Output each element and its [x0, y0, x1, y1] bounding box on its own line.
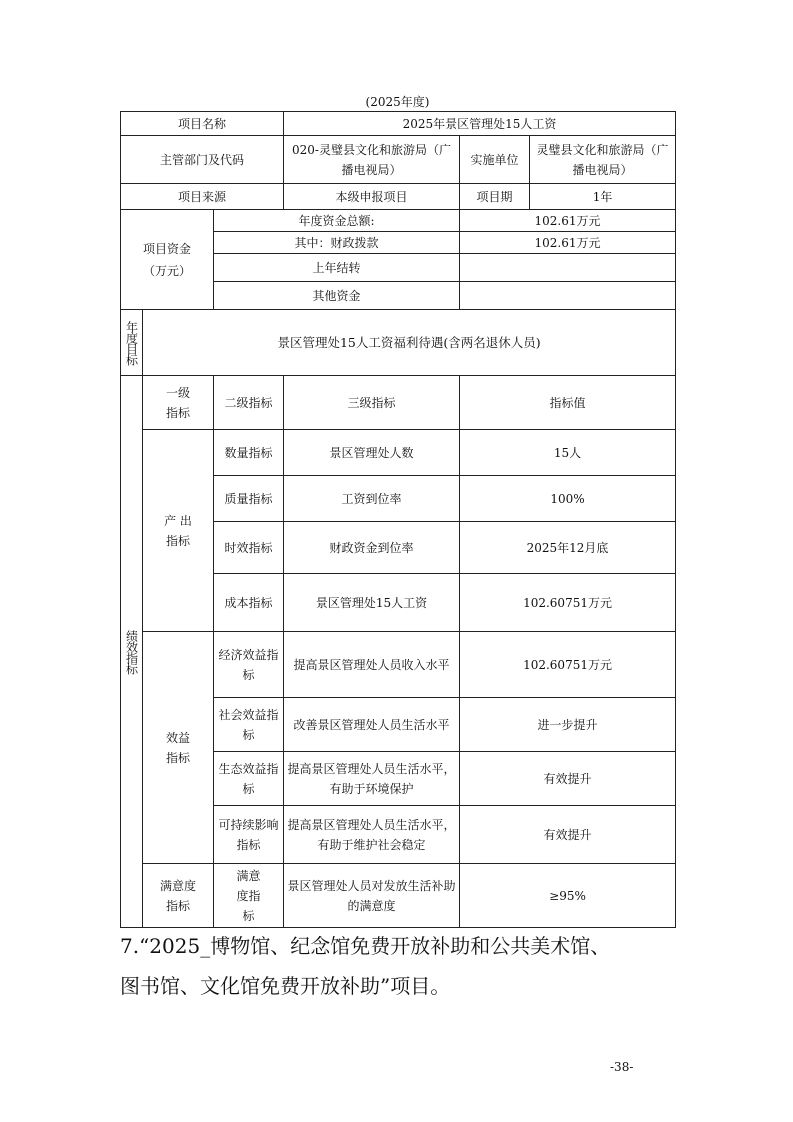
perf-label: 绩效指标 — [121, 376, 143, 928]
output-l3: 工资到位率 — [284, 476, 460, 522]
benefit-value: 有效提升 — [460, 752, 676, 806]
output-l2: 成本指标 — [214, 574, 284, 632]
page-number: -38- — [610, 1060, 634, 1074]
impl-label: 实施单位 — [460, 136, 530, 184]
output-value: 15人 — [460, 430, 676, 476]
output-l3: 景区管理处15人工资 — [284, 574, 460, 632]
satisfaction-label — [143, 864, 214, 928]
benefit-l3: 改善景区管理处人员生活水平 — [284, 698, 460, 752]
col-level1 — [143, 376, 214, 430]
year-label: (2025年度) — [365, 95, 430, 109]
funds-fiscal-value: 102.61万元 — [460, 232, 676, 254]
col-value: 指标值 — [460, 376, 676, 430]
benefit-label-text: 效益指标 — [165, 730, 190, 765]
output-l2: 时效指标 — [214, 522, 284, 574]
benefit-value: 进一步提升 — [460, 698, 676, 752]
funds-carry-value — [460, 254, 676, 282]
source-label: 项目来源 — [121, 184, 284, 210]
output-value: 102.60751万元 — [460, 574, 676, 632]
benefit-l2: 生态效益指标 — [214, 752, 284, 806]
satisfaction-l3: 景区管理处人员对发放生活补助的满意度 — [284, 864, 460, 928]
benefit-l3: 提高景区管理处人员生活水平，有助于环境保护 — [284, 752, 460, 806]
col-level1-text: 一级指标 — [165, 385, 190, 420]
benefit-l2: 社会效益指标 — [214, 698, 284, 752]
funds-label — [121, 210, 214, 310]
funds-label-text: 项目资金（万元） — [143, 241, 192, 278]
output-l3: 财政资金到位率 — [284, 522, 460, 574]
col-level3: 三级指标 — [284, 376, 460, 430]
output-l3: 景区管理处人数 — [284, 430, 460, 476]
col-level2: 二级指标 — [214, 376, 284, 430]
project-name-value: 2025年景区管理处15人工资 — [284, 112, 676, 136]
funds-total-label: 年度资金总额: — [214, 210, 460, 232]
funds-carry-label: 上年结转 — [214, 254, 460, 282]
output-value: 100% — [460, 476, 676, 522]
benefit-l3: 提高景区管理处人员收入水平 — [284, 632, 460, 698]
period-value: 1年 — [530, 184, 676, 210]
funds-total-value: 102.61万元 — [460, 210, 676, 232]
benefit-label — [143, 632, 214, 864]
benefit-l3: 提高景区管理处人员生活水平，有助于维护社会稳定 — [284, 806, 460, 864]
goal-label: 年度目标 — [121, 310, 143, 376]
section-heading-line1: 7.“2025_博物馆、纪念馆免费开放补助和公共美术馆、 — [120, 934, 611, 958]
source-value: 本级申报项目 — [284, 184, 460, 210]
benefit-value: 102.60751万元 — [460, 632, 676, 698]
goal-text: 景区管理处15人工资福利待遇(含两名退休人员) — [143, 310, 676, 376]
output-l2: 质量指标 — [214, 476, 284, 522]
period-label: 项目期 — [460, 184, 530, 210]
benefit-l2: 可持续影响指标 — [214, 806, 284, 864]
dept-value: 020-灵璧县文化和旅游局（广播电视局） — [284, 136, 460, 184]
funds-other-value — [460, 282, 676, 310]
impl-value: 灵璧县文化和旅游局（广播电视局） — [530, 136, 676, 184]
output-label — [143, 430, 214, 632]
satisfaction-l2 — [214, 864, 284, 928]
satisfaction-l2-text: 满意度指标 — [236, 868, 261, 923]
output-label-text: 产 出指标 — [164, 513, 192, 548]
section-heading — [120, 926, 680, 1006]
section-heading-line2: 图书馆、文化馆免费开放补助”项目。 — [120, 974, 451, 998]
project-name-label: 项目名称 — [121, 112, 284, 136]
dept-label: 主管部门及代码 — [121, 136, 284, 184]
performance-table — [120, 111, 676, 928]
output-l2: 数量指标 — [214, 430, 284, 476]
funds-other-label: 其他资金 — [214, 282, 460, 310]
satisfaction-value: ≥95% — [460, 864, 676, 928]
satisfaction-label-text: 满意度指标 — [159, 878, 196, 913]
output-value: 2025年12月底 — [460, 522, 676, 574]
benefit-value: 有效提升 — [460, 806, 676, 864]
funds-fiscal-label: 其中：财政拨款 — [214, 232, 460, 254]
benefit-l2: 经济效益指标 — [214, 632, 284, 698]
